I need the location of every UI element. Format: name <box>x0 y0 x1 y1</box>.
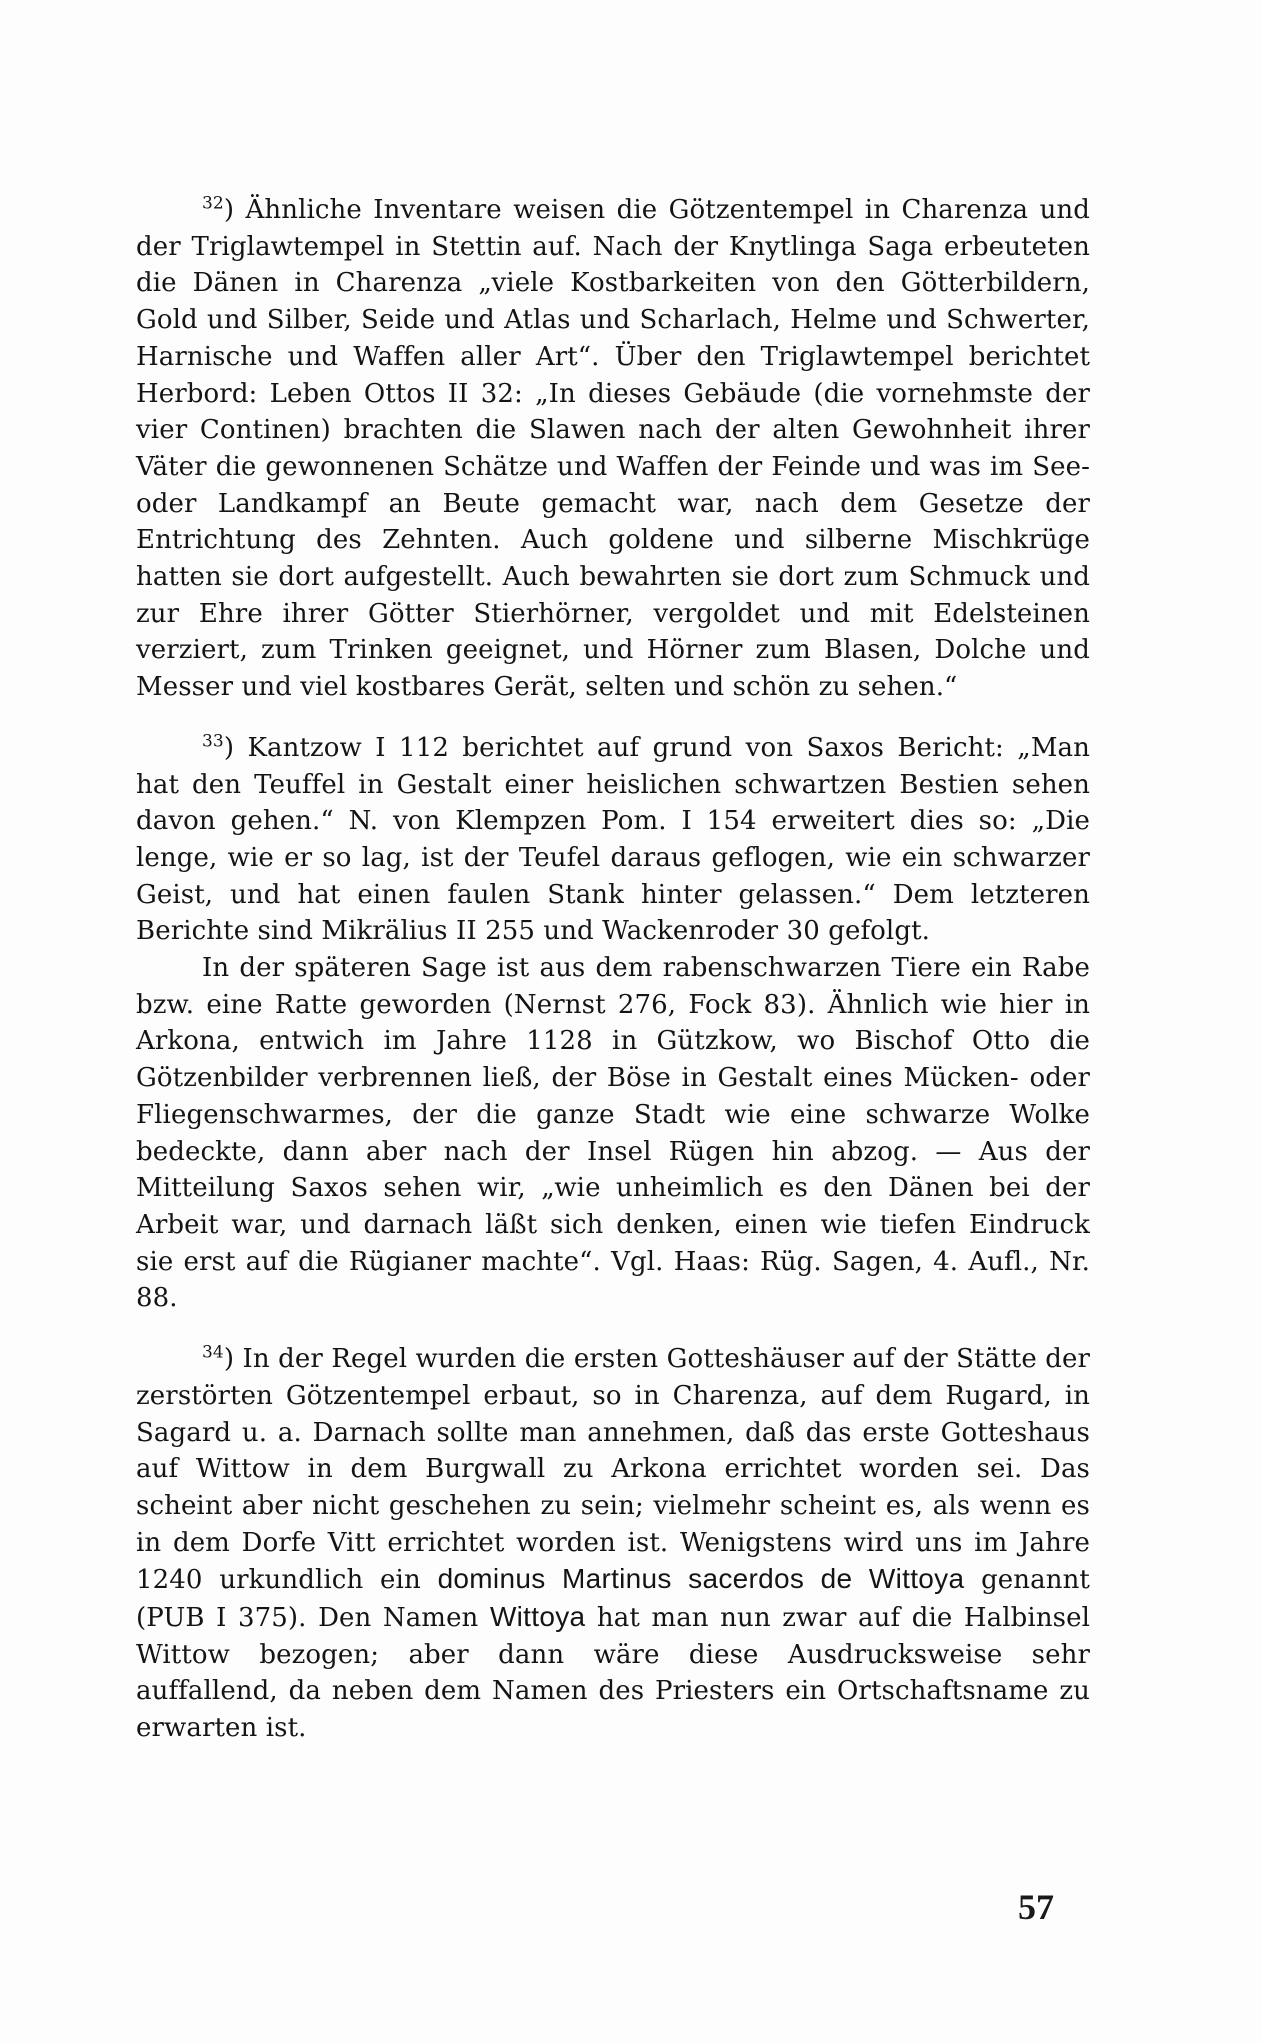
footnote-33-continuation <box>136 950 1090 1317</box>
footnotes-text-block <box>136 192 1090 1747</box>
footnote-text: In der Regel wurden die ersten Gotteshäuser auf der Stätte der zerstörten Götzentempel erbaut, so in Charenza, auf dem Rugard, in Sagard u. a. Darnach sollte man annehmen, daß das erste Gotteshaus auf Wittow in dem Burgwall zu Arkona errichtet worden sei. Das scheint aber nicht geschehen zu sein; vielmehr scheint es, als wenn es in dem Dorfe Vitt errichtet worden ist. Wenigstens wird uns im Jahre 1240 urkundlich ein <box>136 1344 1091 1596</box>
page-number: 57 <box>1018 1887 1054 1927</box>
latin-name: Wittoya <box>489 1601 586 1633</box>
footnote-33: $^{33}$) Kantzow I 112 berichtet auf grund von Saxos Bericht: „Man hat den Teuffel in Gestalt einer heislichen schwartzen Bestien sehen davon gehen.“ N. von Klempzen Pom. I 154 erweitert dies so: „Die lenge, wie er so lag, ist der Teufel daraus geflogen, wie ein schwarzer Geist, und hat einen faulen Stank hinter gelassen.“ Dem letzteren Berichte sind Mikrälius II 255 und Wackenroder 30 gefolgt. <box>136 731 1090 947</box>
latin-phrase: dominus Martinus sacerdos de Wittoya <box>437 1563 965 1595</box>
footnote-number: 33 <box>202 731 224 752</box>
footnote-text: Ähnliche Inventare weisen die Götzentempel in Charenza und der Triglawtempel in Stettin auf. Nach der Knytlinga Saga erbeuteten die Dänen in Charenza „viele Kostbarkeiten von den Götterbildern, Gold und Silber, Seide und Atlas und Scharlach, Helme und Schwerter, Harnische und Waffen aller Art“. Über den Triglawtempel berichtet Herbord: Leben Ottos II 32: „In dieses Gebäude (die vornehmste der vier Continen) brachten die Slawen nach der alten Gewohnheit ihrer Väter die gewonnenen Schätze und Waffen der Feinde und was im See- oder Landkampf an Beute gemacht war, nach dem Gesetze der Entrichtung des Zehnten. Auch goldene und silberne Mischkrüge hatten sie dort aufgestellt. Auch bewahrten sie dort zum Schmuck und zur Ehre ihrer Götter Stierhörner, vergoldet und mit Edelsteinen verziert, zum Trinken geeignet, und Hörner zum Blasen, Dolche und Messer und viel kostbares Gerät, selten und schön zu sehen.“ <box>136 195 1090 703</box>
footnote-text: genannt (PUB I 375). Den Namen <box>136 1565 1090 1634</box>
footnote-text: In der späteren Sage ist aus dem rabenschwarzen Tiere ein Rabe bzw. eine Ratte geworden (Nernst 276, Fock 83). Ähnlich wie hier in Arkona, entwich im Jahre 1128 in Gützkow, wo Bischof Otto die Götzenbilder verbrennen ließ, der Böse in Gestalt eines Mücken- oder Fliegenschwarmes, der die ganze Stadt wie eine schwarze Wolke bedeckte, dann aber nach der Insel Rügen hin abzog. — Aus der Mitteilung Saxos sehen wir, „wie unheimlich es den Dänen bei der Arbeit war, und darnach läßt sich denken, einen wie tiefen Eindruck sie erst auf die Rügianer machte“. Vgl. Haas: Rüg. Sagen, 4. Aufl., Nr. 88. <box>136 953 1090 1314</box>
footnote-32: $^{32}$) Ähnliche Inventare weisen die Götzentempel in Charenza und der Triglawtempel in Stettin auf. Nach der Knytlinga Saga erbeuteten die Dänen in Charenza „viele Kostbarkeiten von den Götterbildern, Gold und Silber, Seide und Atlas und Scharlach, Helme und Schwerter, Harnische und Waffen aller Art“. Über den Triglawtempel berichtet Herbord: Leben Ottos II 32: „In dieses Gebäude (die vornehmste der vier Continen) brachten die Slawen nach der alten Gewohnheit ihrer Väter die gewonnenen Schätze und Waffen der Feinde und was im See- oder Landkampf an Beute gemacht war, nach dem Gesetze der Entrichtung des Zehnten. Auch goldene und silberne Mischkrüge hatten sie dort aufgestellt. Auch bewahrten sie dort zum Schmuck und zur Ehre ihrer Götter Stierhörner, vergoldet und mit Edelsteinen verziert, zum Trinken geeignet, und Hörner zum Blasen, Dolche und Messer und viel kostbares Gerät, selten und schön zu sehen.“ <box>136 193 1090 703</box>
footnote-34: $^{34}$) In der Regel wurden die ersten Gotteshäuser auf der Stätte der zerstörten Götzentempel erbaut, so in Charenza, auf dem Rugard, in Sagard u. a. Darnach sollte man annehmen, daß das erste Gotteshaus auf Wittow in dem Burgwall zu Arkona errichtet worden sei. Das scheint aber nicht geschehen zu sein; vielmehr scheint es, als wenn es in dem Dorfe Vitt errichtet worden ist. Wenigstens wird uns im Jahre 1240 urkundlich ein dominus Martinus sacerdos de Wittoya genannt (PUB I 375). Den Namen Wittoya hat man nun zwar auf die Halbinsel Wittow bezogen; aber dann wäre diese Ausdrucksweise sehr auffallend, da neben dem Namen des Priesters ein Ortschaftsname zu erwarten ist. <box>136 1342 1091 1744</box>
footnote-number: 34 <box>202 1342 224 1363</box>
footnote-text: hat man nun zwar auf die Halbinsel Wittow bezogen; aber dann wäre diese Ausdrucksweise sehr auffallend, da neben dem Namen des Priesters ein Ortschaftsname zu erwarten ist. <box>136 1603 1091 1744</box>
footnote-text: Kantzow I 112 berichtet auf grund von Saxos Bericht: „Man hat den Teuffel in Gestalt einer heislichen schwartzen Bestien sehen davon gehen.“ N. von Klempzen Pom. I 154 erweitert dies so: „Die lenge, wie er so lag, ist der Teufel daraus geflogen, wie ein schwarzer Geist, und hat einen faulen Stank hinter gelassen.“ Dem letzteren Berichte sind Mikrälius II 255 und Wackenroder 30 gefolgt. <box>136 732 1090 947</box>
footnote-number: 32 <box>202 193 224 214</box>
